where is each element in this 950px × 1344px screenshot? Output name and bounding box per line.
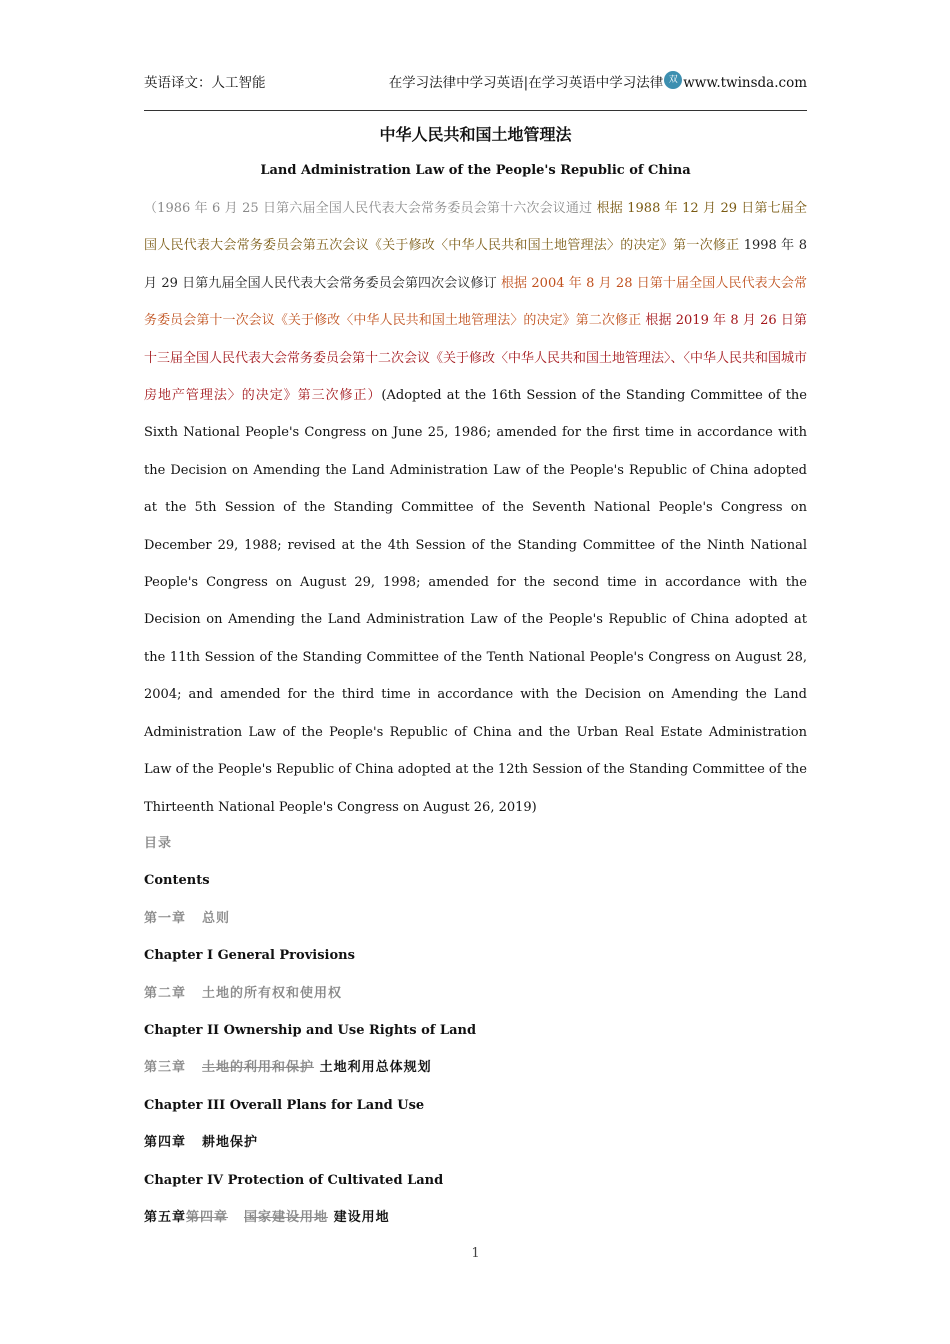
header-divider: [144, 110, 807, 111]
history-adoption: （1986 年 6 月 25 日第六届全国人民代表大会常务委员会第十六次会议通过: [144, 201, 593, 216]
header-right: [389, 72, 807, 94]
header-slogan: 在学习法律中学习英语|在学习英语中学习法律: [388, 75, 664, 91]
history-english: (Adopted at the 16th Session of the Standing Committee of the Sixth National People's Congress on June 25, 1986; amended for the first time in accordance with the Decision on Amending the Land Administration Law of the People's Republic of China adopted at the 5th Session of the Standing Committee of the Seventh National People's Congress on December 29, 1988; revised at the 4th Session of the Standing Committee of the Ninth National People's Congress on August 29, 1998; amended for the second time in accordance with the Decision on Amending the Land Administration Law of the People's Republic of China adopted at the 11th Session of the Standing Committee of the Tenth National People's Congress on August 28, 2004; and amended for the third time in accordance with the Decision on Amending the Land Administration Law of the People's Republic of China and the Urban Real Estate Administration Law of the People's Republic of China adopted at the 12th Session of the Standing Committee of the Thirteenth National People's Congress on August 26, 2019): [144, 388, 807, 815]
header-left-text: 英语译文：人工智能: [144, 75, 266, 91]
page-number: 1: [471, 1246, 480, 1261]
history-first-amendment: 根据 1988 年 12 月 29 日第七届全国人民代表大会常务委员会第五次会议《关于修改〈中华人民共和国土地管理法〉的决定》第一次修正: [144, 201, 808, 254]
toc-chapter-1-cn: 第一章 总则: [144, 910, 231, 926]
toc-chapter-5-cn: 第五章第四章 国家建设用地 建设用地: [144, 1209, 390, 1225]
history-third-amendment: 根据 2019 年 8 月 26 日第十三届全国人民代表大会常务委员会第十二次会议《关于修改〈中华人民共和国土地管理法〉、〈中华人民共和国城市房地产管理法〉的决定》第三次修正）: [144, 313, 808, 404]
toc-chapter-3-cn: 第三章 土地的利用和保护 土地利用总体规划: [144, 1060, 432, 1076]
page-header: [144, 72, 807, 94]
toc-chapter-4-cn: 第四章 耕地保护: [144, 1135, 259, 1151]
history-revision: 1998 年 8 月 29 日第九届全国人民代表大会常务委员会第四次会议修订: [144, 238, 807, 291]
deleted-title: 土地的利用和保护: [202, 1060, 315, 1076]
toc-chapter-4-en: Chapter IV Protection of Cultivated Land: [144, 1172, 444, 1188]
new-title: 土地利用总体规划: [319, 1060, 432, 1076]
table-of-contents: [144, 834, 807, 1245]
history-second-amendment: 根据 2004 年 8 月 28 日第十届全国人民代表大会常务委员会第十一次会议《关于修改〈中华人民共和国土地管理法〉的决定》第二次修正: [144, 275, 807, 329]
header-url: www.twinsda.com: [683, 75, 807, 91]
deleted-number: 第四章: [186, 1209, 229, 1225]
toc-chapter-1-en: Chapter I General Provisions: [144, 948, 355, 964]
legislative-history: [144, 190, 807, 826]
twinsda-logo-icon: 双: [664, 71, 682, 89]
toc-chapter-2-cn: 第二章 土地的所有权和使用权: [144, 985, 343, 1001]
document-title-cn: 中华人民共和国土地管理法: [379, 125, 572, 144]
toc-heading-cn: 目录: [144, 836, 173, 851]
toc-chapter-3-en: Chapter III Overall Plans for Land Use: [144, 1097, 425, 1113]
document-title-en: Land Administration Law of the People's Republic of China: [260, 163, 691, 178]
deleted-title: 国家建设用地: [244, 1209, 329, 1225]
new-title: 建设用地: [333, 1209, 390, 1225]
toc-chapter-2-en: Chapter II Ownership and Use Rights of Land: [144, 1022, 477, 1038]
toc-heading-en: Contents: [144, 873, 210, 889]
